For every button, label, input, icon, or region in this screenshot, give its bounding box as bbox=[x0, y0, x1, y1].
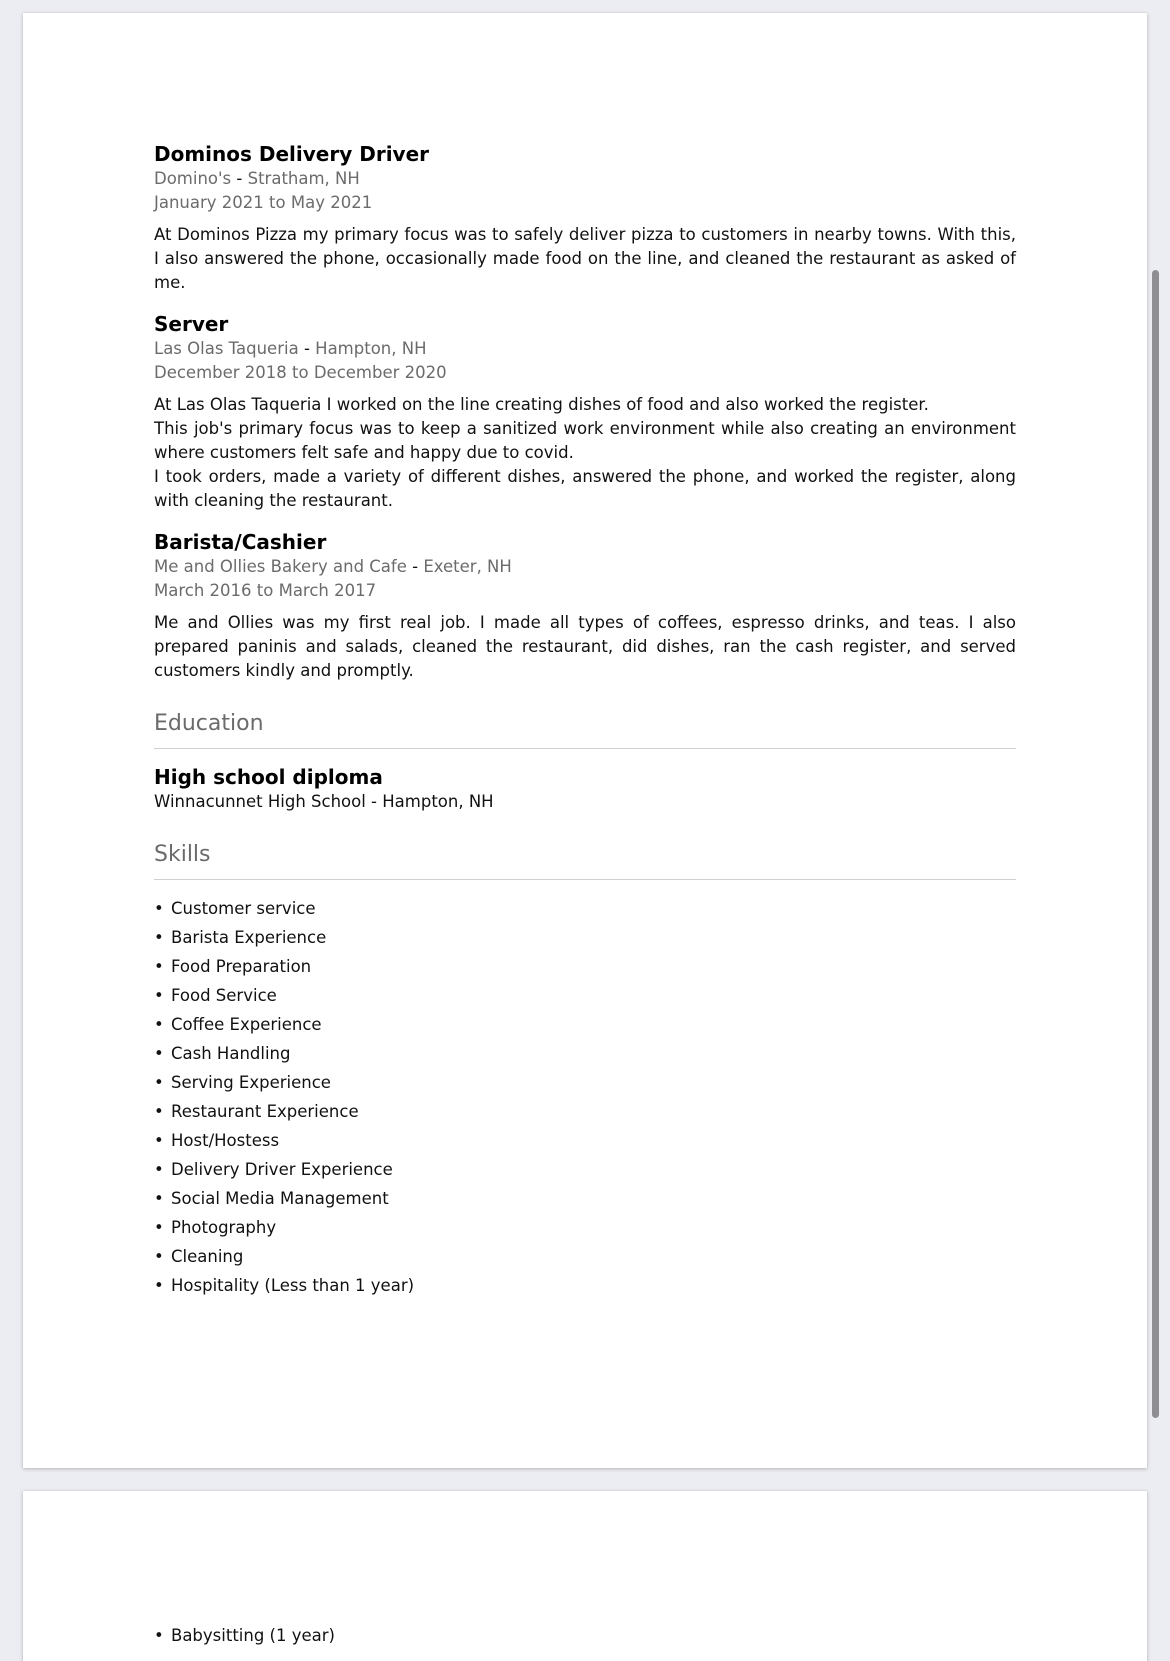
skill-label: Cleaning bbox=[171, 1247, 244, 1266]
bullet-icon: • bbox=[154, 1189, 164, 1208]
skill-item bbox=[154, 1097, 1016, 1126]
job-title: Server bbox=[154, 312, 229, 336]
job-description-line: I took orders, made a variety of different dishes, answered the phone, and worked the register, along with cleaning the restaurant. bbox=[154, 467, 1016, 510]
bullet-icon: • bbox=[154, 1218, 164, 1237]
job-location: Stratham, NH bbox=[247, 169, 360, 188]
vertical-scrollbar[interactable] bbox=[1152, 270, 1159, 1418]
job-title: Barista/Cashier bbox=[154, 530, 327, 554]
job-entry bbox=[154, 141, 1016, 295]
bullet-icon: • bbox=[154, 1160, 164, 1179]
resume-page-2 bbox=[23, 1491, 1147, 1661]
education-entry bbox=[154, 764, 1016, 814]
page-1-content bbox=[154, 141, 1016, 1300]
skill-label: Barista Experience bbox=[171, 928, 327, 947]
job-dates: March 2016 to March 2017 bbox=[154, 581, 377, 600]
skill-item bbox=[154, 1621, 1016, 1650]
skill-item bbox=[154, 1010, 1016, 1039]
skill-item bbox=[154, 894, 1016, 923]
skills-list bbox=[154, 894, 1016, 1300]
job-location: Exeter, NH bbox=[423, 557, 512, 576]
skill-item bbox=[154, 1039, 1016, 1068]
job-company: Me and Ollies Bakery and Cafe bbox=[154, 557, 407, 576]
skills-heading: Skills bbox=[154, 840, 1016, 880]
skill-item bbox=[154, 1068, 1016, 1097]
skill-item bbox=[154, 1242, 1016, 1271]
job-description-line: At Las Olas Taqueria I worked on the line creating dishes of food and also worked the register. bbox=[154, 395, 929, 414]
skill-item bbox=[154, 952, 1016, 981]
job-separator: - bbox=[298, 339, 316, 358]
job-description-line: Me and Ollies was my first real job. I made all types of coffees, espresso drinks, and teas. I also prepared paninis and salads, cleaned the restaurant, did dishes, ran the cash register, and served customers kindly and promptly. bbox=[154, 613, 1016, 680]
job-separator: - bbox=[231, 169, 248, 188]
skill-label: Coffee Experience bbox=[171, 1015, 322, 1034]
job-company: Domino's bbox=[154, 169, 232, 188]
skill-item bbox=[154, 1213, 1016, 1242]
skill-label: Delivery Driver Experience bbox=[171, 1160, 393, 1179]
education-section bbox=[154, 709, 1016, 814]
job-dates: December 2018 to December 2020 bbox=[154, 363, 447, 382]
bullet-icon: • bbox=[154, 899, 164, 918]
job-dates: January 2021 to May 2021 bbox=[154, 193, 373, 212]
job-title: Dominos Delivery Driver bbox=[154, 142, 430, 166]
education-heading: Education bbox=[154, 709, 1016, 749]
job-company-location bbox=[154, 337, 1016, 361]
skill-label: Cash Handling bbox=[171, 1044, 291, 1063]
skills-list-continued bbox=[154, 1621, 1016, 1650]
bullet-icon: • bbox=[154, 1102, 164, 1121]
job-company-location bbox=[154, 167, 1016, 191]
skill-label: Customer service bbox=[171, 899, 316, 918]
skill-label: Food Service bbox=[171, 986, 277, 1005]
job-entry bbox=[154, 311, 1016, 513]
skill-label: Hospitality (Less than 1 year) bbox=[171, 1276, 415, 1295]
skill-label: Host/Hostess bbox=[171, 1131, 280, 1150]
education-degree: High school diploma bbox=[154, 765, 383, 789]
job-separator: - bbox=[406, 557, 424, 576]
job-description-line: This job's primary focus was to keep a sanitized work environment while also creating an environment where customers felt safe and happy due to covid. bbox=[154, 419, 1016, 462]
skill-item bbox=[154, 1184, 1016, 1213]
skill-item bbox=[154, 1126, 1016, 1155]
job-description-line: At Dominos Pizza my primary focus was to safely deliver pizza to customers in nearby towns. With this, I also answered the phone, occasionally made food on the line, and cleaned the restaurant as asked of me. bbox=[154, 225, 1016, 292]
skill-label: Restaurant Experience bbox=[171, 1102, 359, 1121]
skills-section bbox=[154, 840, 1016, 1300]
job-location: Hampton, NH bbox=[315, 339, 427, 358]
job-description bbox=[154, 393, 1016, 513]
bullet-icon: • bbox=[154, 1044, 164, 1063]
job-company: Las Olas Taqueria bbox=[154, 339, 299, 358]
skill-item bbox=[154, 923, 1016, 952]
bullet-icon: • bbox=[154, 1073, 164, 1092]
skill-item bbox=[154, 981, 1016, 1010]
skill-label: Food Preparation bbox=[171, 957, 312, 976]
skill-label: Social Media Management bbox=[171, 1189, 389, 1208]
page-2-content bbox=[154, 1621, 1016, 1650]
bullet-icon: • bbox=[154, 1276, 164, 1295]
job-company-location bbox=[154, 555, 1016, 579]
bullet-icon: • bbox=[154, 957, 164, 976]
bullet-icon: • bbox=[154, 986, 164, 1005]
bullet-icon: • bbox=[154, 1015, 164, 1034]
bullet-icon: • bbox=[154, 1247, 164, 1266]
skill-label: Serving Experience bbox=[171, 1073, 331, 1092]
bullet-icon: • bbox=[154, 1131, 164, 1150]
resume-page-1 bbox=[23, 13, 1147, 1468]
job-description bbox=[154, 611, 1016, 683]
skill-label: Photography bbox=[171, 1218, 277, 1237]
bullet-icon: • bbox=[154, 928, 164, 947]
job-entry bbox=[154, 529, 1016, 683]
bullet-icon: • bbox=[154, 1626, 164, 1645]
skill-item bbox=[154, 1271, 1016, 1300]
skill-label: Babysitting (1 year) bbox=[171, 1626, 335, 1645]
education-school: Winnacunnet High School - Hampton, NH bbox=[154, 792, 494, 811]
job-description bbox=[154, 223, 1016, 295]
skill-item bbox=[154, 1155, 1016, 1184]
